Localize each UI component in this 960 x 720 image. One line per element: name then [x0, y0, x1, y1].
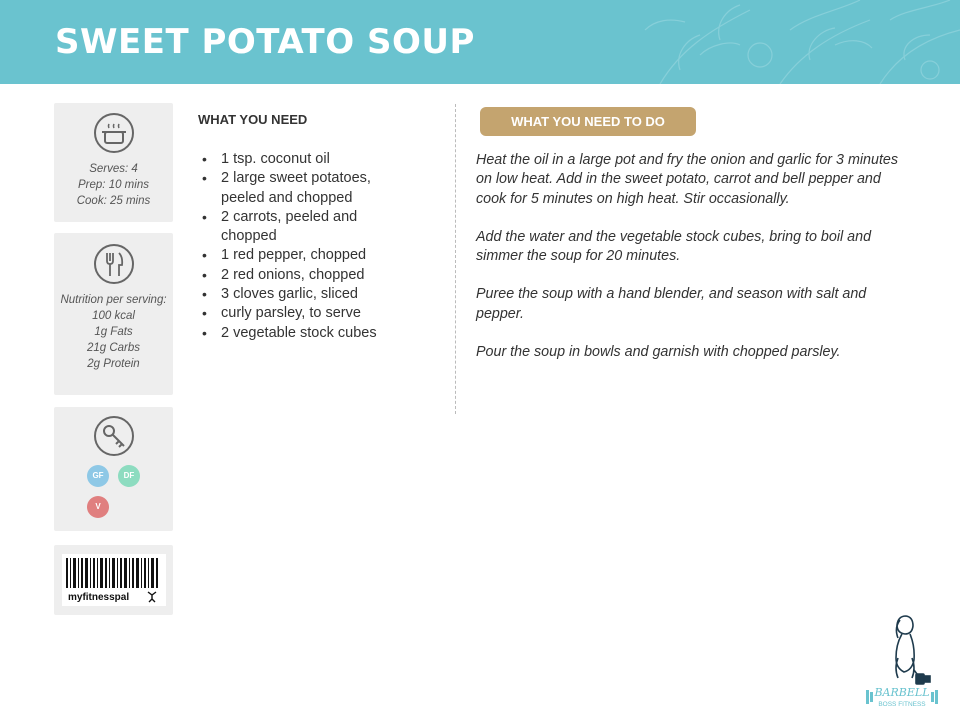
barbell-boss-fitness-logo [862, 608, 942, 713]
cook-time-text: Cook: 25 mins [76, 195, 151, 207]
list-item: • 3 cloves garlic, sliced [202, 285, 402, 304]
diet-key-card [54, 407, 173, 531]
timing-card [54, 103, 173, 222]
serves-text: Serves: 4 [89, 163, 138, 175]
gluten-free-badge: GF [87, 465, 109, 487]
list-item: • 1 tsp. coconut oil [202, 150, 402, 169]
nutrition-title: Nutrition per serving: [60, 294, 167, 306]
timing-info [54, 161, 173, 209]
vegan-badge: V [87, 496, 109, 518]
list-item: • 2 carrots, peeled and chopped [202, 208, 402, 247]
list-item: • 2 red onions, chopped [202, 266, 402, 285]
myfitnesspal-card[interactable] [54, 545, 173, 615]
fork-knife-icon [93, 243, 135, 285]
carbs-text: 21g Carbs [86, 342, 141, 354]
kcal-text: 100 kcal [92, 310, 135, 322]
prep-time-text: Prep: 10 mins [78, 179, 149, 191]
leaf-pattern-decoration [640, 0, 960, 84]
cooking-pot-icon [93, 112, 135, 154]
column-divider [455, 104, 456, 414]
method-step: Puree the soup with a hand blender, and season with salt and pepper. [476, 286, 867, 322]
myfitnesspal-label: myfitnesspal [68, 592, 130, 603]
method-step: Add the water and the vegetable stock cubes, bring to boil and simmer the soup for 20 minutes. [476, 228, 872, 265]
ingredients-heading: WHAT YOU NEED [198, 112, 308, 127]
nutrition-info [54, 292, 173, 372]
method-step: Pour the soup in bowls and garnish with chopped parsley. [476, 344, 841, 361]
method-step: Heat the oil in a large pot and fry the onion and garlic for 3 minutes on low heat. Add in the sweet potato, carrot and bell pepper and cook for 5 minutes on high heat. Stir occasionally. [476, 152, 899, 207]
key-icon [93, 415, 135, 457]
nutrition-card [54, 233, 173, 395]
dairy-free-badge: DF [118, 465, 140, 487]
method-steps [476, 151, 906, 381]
list-item: • curly parsley, to serve [202, 304, 402, 323]
list-item: • 1 red pepper, chopped [202, 246, 402, 265]
page-header [0, 0, 960, 84]
fats-text: 1g Fats [94, 326, 133, 338]
method-heading: WHAT YOU NEED TO DO [480, 107, 696, 136]
list-item: • 2 vegetable stock cubes [202, 324, 402, 343]
protein-text: 2g Protein [87, 358, 140, 370]
page-title: SWEET POTATO SOUP [55, 22, 475, 62]
logo-line1: BARBELL [874, 686, 930, 699]
ingredients-list [202, 150, 402, 343]
barcode-icon[interactable] [62, 554, 166, 606]
list-item: • 2 large sweet potatoes, peeled and chopped [202, 169, 402, 208]
logo-line2: BOSS FITNESS [878, 701, 926, 708]
